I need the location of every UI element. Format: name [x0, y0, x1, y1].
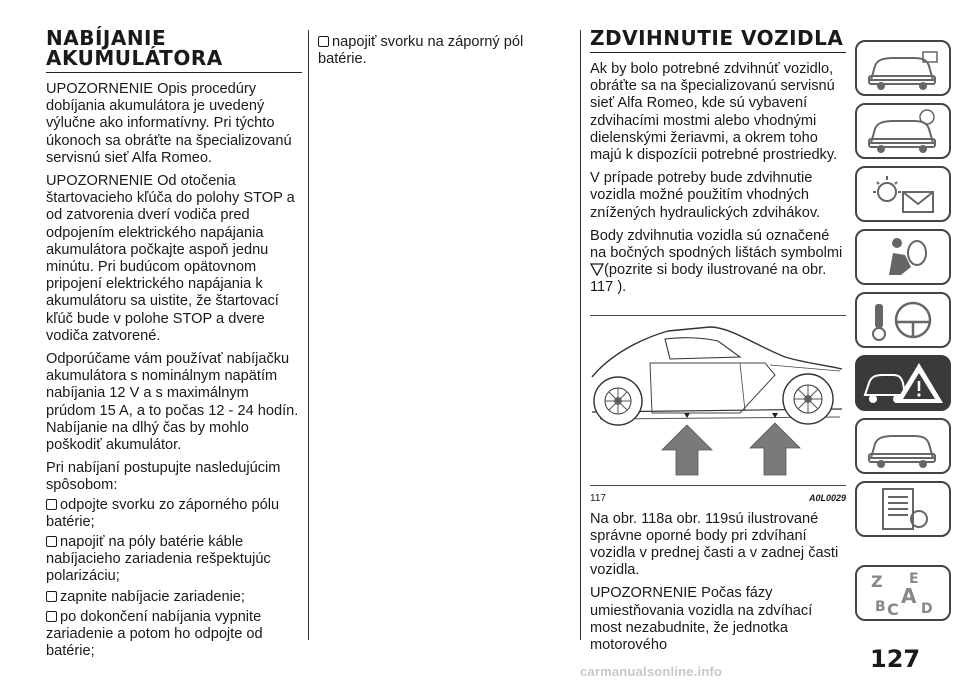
page-number: 127	[870, 645, 921, 673]
list-item: napojiť svorku na záporný pól batérie.	[318, 34, 524, 68]
column-continued	[318, 34, 574, 71]
figure-bottom-rule	[590, 485, 846, 486]
car-lift-points-illustration	[590, 317, 846, 485]
car-maintenance-icon	[857, 420, 949, 472]
tab-knowing-car[interactable]	[855, 103, 951, 159]
figure-117	[590, 315, 846, 511]
paragraph: Odporúčame vám používať nabíjačku akumulátora s nominálnym napätím nabíjania 12 V a s maximálnym prúdom 15 A, a to počas 12 - 24 hodín. Nabíjanie na dlhý čas by mohlo poškodiť akumulátor.	[46, 351, 299, 454]
paragraph: UPOZORNENIE Opis procedúry dobíjania akumulátora je uvedený výlučne ako informatívny. Pri týchto úkonoch sa obráťte na špecializovanú servisnú sieť Alfa Romeo.	[46, 81, 292, 166]
column-divider	[580, 30, 581, 640]
car-dashboard-icon	[857, 42, 949, 94]
paragraph: UPOZORNENIE Od otočenia štartovacieho kľúča do polohy STOP a od zatvorenia dverí vodiča pred odpojením elektrického napájania akumulátora počkajte aspoň jednu minútu. Pri budúcom opätovnom pripojení elektrického napájania k akumulátoru sa uistite, že štartovací kľúč bude v polohe STOP a dvere vodiča zatvorené.	[46, 173, 295, 344]
paragraph: Na obr. 118a obr. 119sú ilustrované správne oporné body pri zdvíhaní vozidla v prednej časti a v zadnej časti vozidla.	[590, 510, 839, 579]
tab-maintenance[interactable]	[855, 418, 951, 474]
index-alphabet-icon	[857, 567, 949, 619]
bullet-box-icon	[318, 36, 329, 47]
airbag-safety-icon	[857, 231, 949, 283]
list-item: napojiť na póly batérie káble nabíjacieho zariadenia rešpektujúc polarizáciu;	[46, 534, 271, 585]
warning-lights-icon	[857, 168, 949, 220]
tab-safety[interactable]	[855, 229, 951, 285]
bullet-box-icon	[46, 611, 57, 622]
svg-text:D: D	[921, 601, 933, 617]
figure-code: A0L0029	[808, 492, 846, 503]
bullet-box-icon	[46, 499, 57, 510]
tab-starting-driving[interactable]	[855, 292, 951, 348]
emergency-triangle-icon	[857, 357, 949, 409]
paragraph: Pri nabíjaní postupujte nasledujúcim spôsobom:	[46, 460, 281, 494]
tab-emergency[interactable]	[855, 355, 951, 411]
tab-technical-data[interactable]	[855, 481, 951, 537]
steering-wheel-key-icon	[857, 294, 949, 346]
title-underline	[46, 72, 302, 73]
figure-top-rule	[590, 315, 846, 316]
bullet-box-icon	[46, 591, 57, 602]
car-info-icon	[857, 105, 949, 157]
figure-number: 117	[590, 492, 606, 504]
svg-text:Z: Z	[871, 572, 883, 591]
technical-data-icon	[857, 483, 949, 535]
section-title-lifting: ZDVIHNUTIE VOZIDLA	[590, 26, 844, 50]
list-item: zapnite nabíjacie zariadenie;	[46, 589, 302, 606]
svg-text:A: A	[901, 584, 917, 608]
watermark: carmanualsonline.info	[580, 664, 723, 679]
lift-point-triangle-icon	[590, 263, 604, 276]
paragraph: Body zdvihnutia vozidla sú označené na bočných spodných lištách symbolmi (pozrite si body ilustrované na obr. 117 ).	[590, 227, 843, 296]
svg-text:E: E	[909, 571, 919, 587]
list-item: odpojte svorku zo záporného pólu batérie;	[46, 496, 280, 530]
svg-text:B: B	[875, 599, 886, 615]
column-divider	[308, 30, 309, 640]
column-charging	[46, 28, 302, 664]
section-title-charging: NABÍJANIE AKUMULÁTORA	[46, 26, 223, 70]
column-lifting	[590, 28, 846, 660]
list-item: po dokončení nabíjania vypnite zariadenie a potom ho odpojte od batérie;	[46, 608, 263, 660]
tab-warning-lights[interactable]	[855, 166, 951, 222]
svg-text:C: C	[887, 600, 899, 619]
tab-dashboard[interactable]	[855, 40, 951, 96]
paragraph: UPOZORNENIE Počas fázy umiestňovania vozidla na zdvíhací most nezabudnite, že jednotka motorového	[590, 585, 813, 654]
paragraph: Ak by bolo potrebné zdvihnúť vozidlo, obráťte sa na špecializovanú servisnú sieť Alfa Romeo, kde sú vybavení zdvihacími mostmi alebo vhodnými dielenskými žeriavmi, a okrem toho majú k dispozícii potrebné prostriedky.	[590, 61, 838, 164]
tab-index[interactable]	[855, 565, 951, 621]
bullet-box-icon	[46, 536, 57, 547]
paragraph: V prípade potreby bude zdvihnutie vozidla možné použitím vhodných znížených hydraulických zdvihákov.	[590, 170, 821, 221]
title-underline	[590, 52, 846, 53]
